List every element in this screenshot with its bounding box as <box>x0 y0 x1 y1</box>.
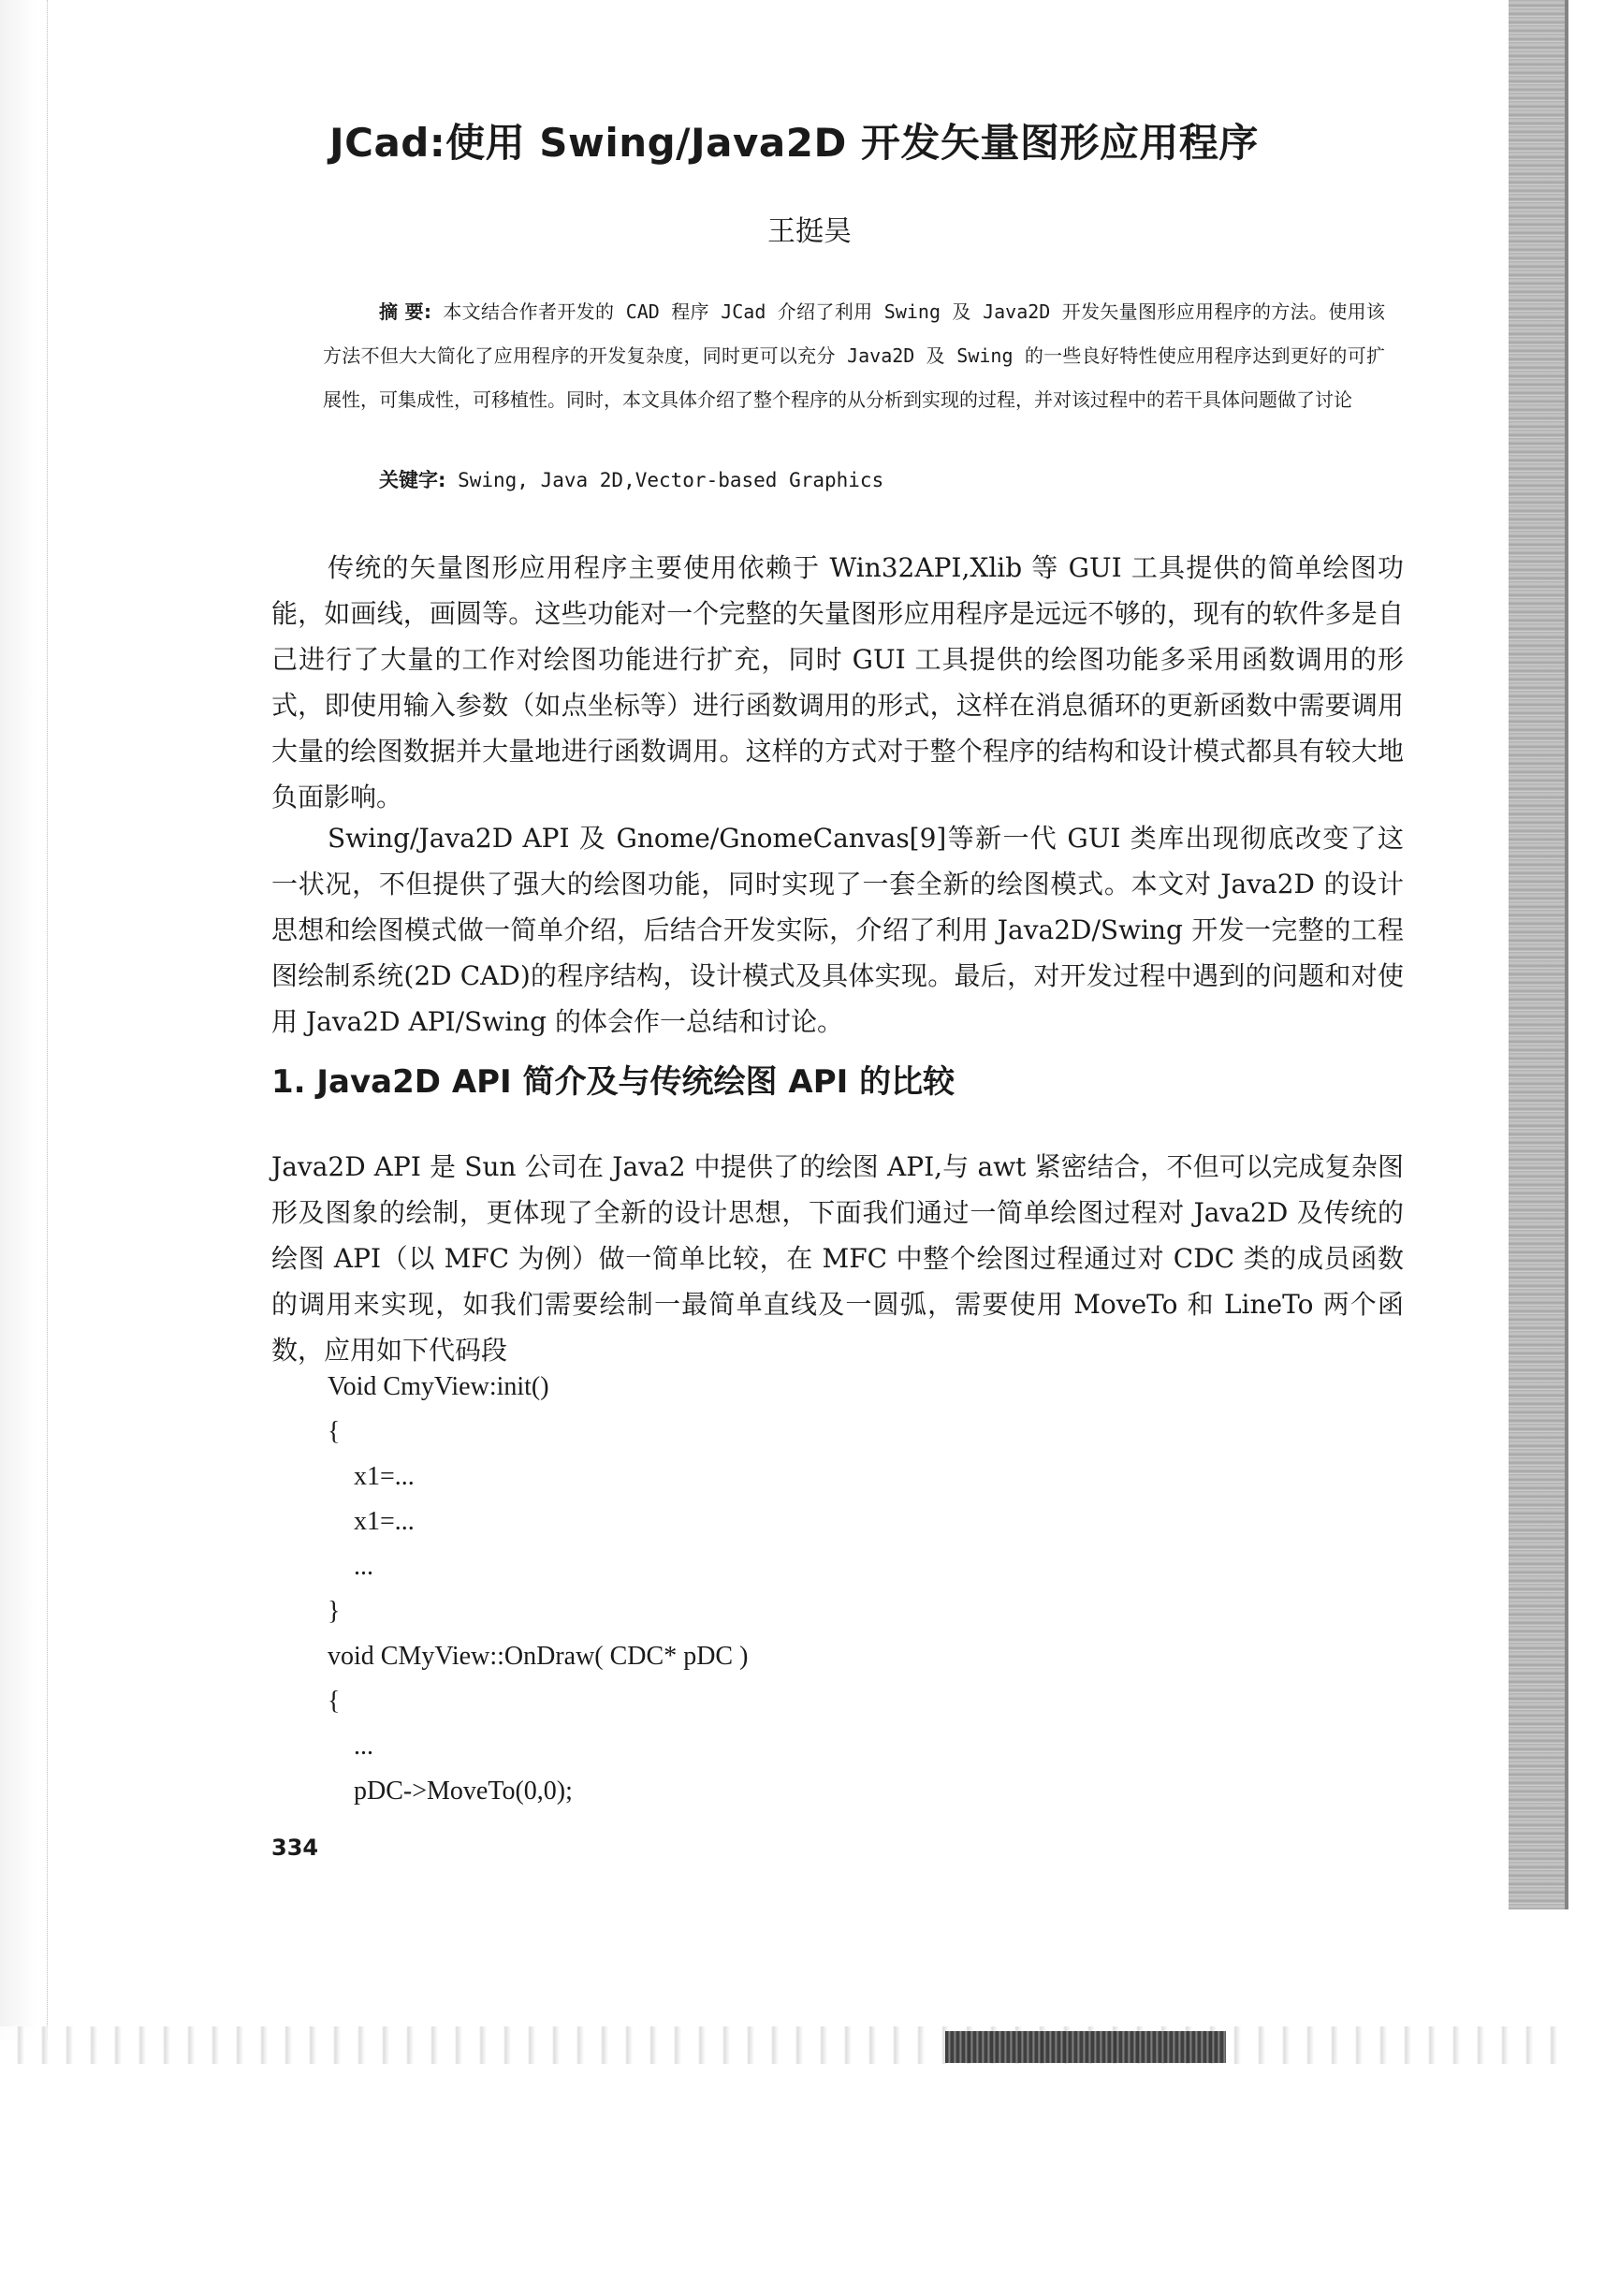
scan-bottom-dark-band <box>945 2031 1226 2063</box>
body-paragraph: Swing/Java2D API 及 Gnome/GnomeCanvas[9]等新一代 GUI 类库出现彻底改变了这一状况，不但提供了强大的绘图功能，同时实现了一套全新的绘图模式。本文对 Java2D 的设计思想和绘图模式做一简单介绍，后结合开发实际，介绍了利用 Java2D/Swing 开发一完整的工程图绘制系统(2D CAD)的程序结构，设计模式及具体实现。最后，对开发过程中遇到的问题和对使用 Java2D API/Swing 的体会作一总结和讨论。 <box>271 823 1404 1037</box>
keywords-label: 关键字: <box>379 469 446 491</box>
keywords-text: Swing, Java 2D,Vector-based Graphics <box>458 469 884 491</box>
code-line: { <box>328 1417 341 1446</box>
scan-bottom-noise <box>0 2026 1565 2064</box>
paper-author: 王挺昊 <box>767 215 852 248</box>
abstract-text: 本文结合作者开发的 CAD 程序 JCad 介绍了利用 Swing 及 Java2D 开发矢量图形应用程序的方法。使用该方法不但大大简化了应用程序的开发复杂度，同时更可以充分 Java2D 及 Swing 的一些良好特性使应用程序达到更好的可扩展性，可集成性，可移植性。同时，本文具体介绍了整个程序的从分析到实现的过程，并对该过程中的若干具体问题做了讨论 <box>323 300 1385 411</box>
page-number: 334 <box>271 1835 319 1861</box>
section-heading: 1. Java2D API 简介及与传统绘图 API 的比较 <box>271 1063 955 1101</box>
code-line: Void CmyView:init() <box>328 1372 549 1401</box>
code-block <box>328 1365 748 1814</box>
section-paragraph: Java2D API 是 Sun 公司在 Java2 中提供了的绘图 API,与 awt 紧密结合，不但可以完成复杂图形及图象的绘制，更体现了全新的设计思想，下面我们通过一简单绘图过程对 Java2D 及传统的绘图 API（以 MFC 为例）做一简单比较，在 MFC 中整个绘图过程通过对 CDC 类的成员函数的调用来实现，如我们需要绘制一最简单直线及一圆弧，需要使用 MoveTo 和 LineTo 两个函数，应用如下代码段 <box>271 1151 1404 1366</box>
abstract-label: 摘 要: <box>379 300 431 323</box>
code-line: } <box>328 1597 341 1626</box>
paper-title: JCad:使用 Swing/Java2D 开发矢量图形应用程序 <box>329 120 1259 166</box>
code-line: ... <box>328 1732 373 1761</box>
keywords <box>379 465 1408 493</box>
code-line: { <box>328 1687 341 1716</box>
code-line: x1=... <box>328 1507 415 1536</box>
scan-dark-edge <box>1509 0 1568 1909</box>
code-line: x1=... <box>328 1462 415 1491</box>
scan-binding-edge <box>0 0 48 2040</box>
code-line: void CMyView::OnDraw( CDC* pDC ) <box>328 1642 749 1671</box>
abstract <box>323 290 1385 422</box>
code-line: pDC->MoveTo(0,0); <box>328 1777 573 1806</box>
code-line: ... <box>328 1552 373 1581</box>
body-paragraph: 传统的矢量图形应用程序主要使用依赖于 Win32API,Xlib 等 GUI 工具提供的简单绘图功能，如画线，画圆等。这些功能对一个完整的矢量图形应用程序是远远不够的，现有的软件多是自己进行了大量的工作对绘图功能进行扩充，同时 GUI 工具提供的绘图功能多采用函数调用的形式，即使用输入参数（如点坐标等）进行函数调用的形式，这样在消息循环的更新函数中需要调用大量的绘图数据并大量地进行函数调用。这样的方式对于整个程序的结构和设计模式都具有较大地负面影响。 <box>271 552 1404 812</box>
